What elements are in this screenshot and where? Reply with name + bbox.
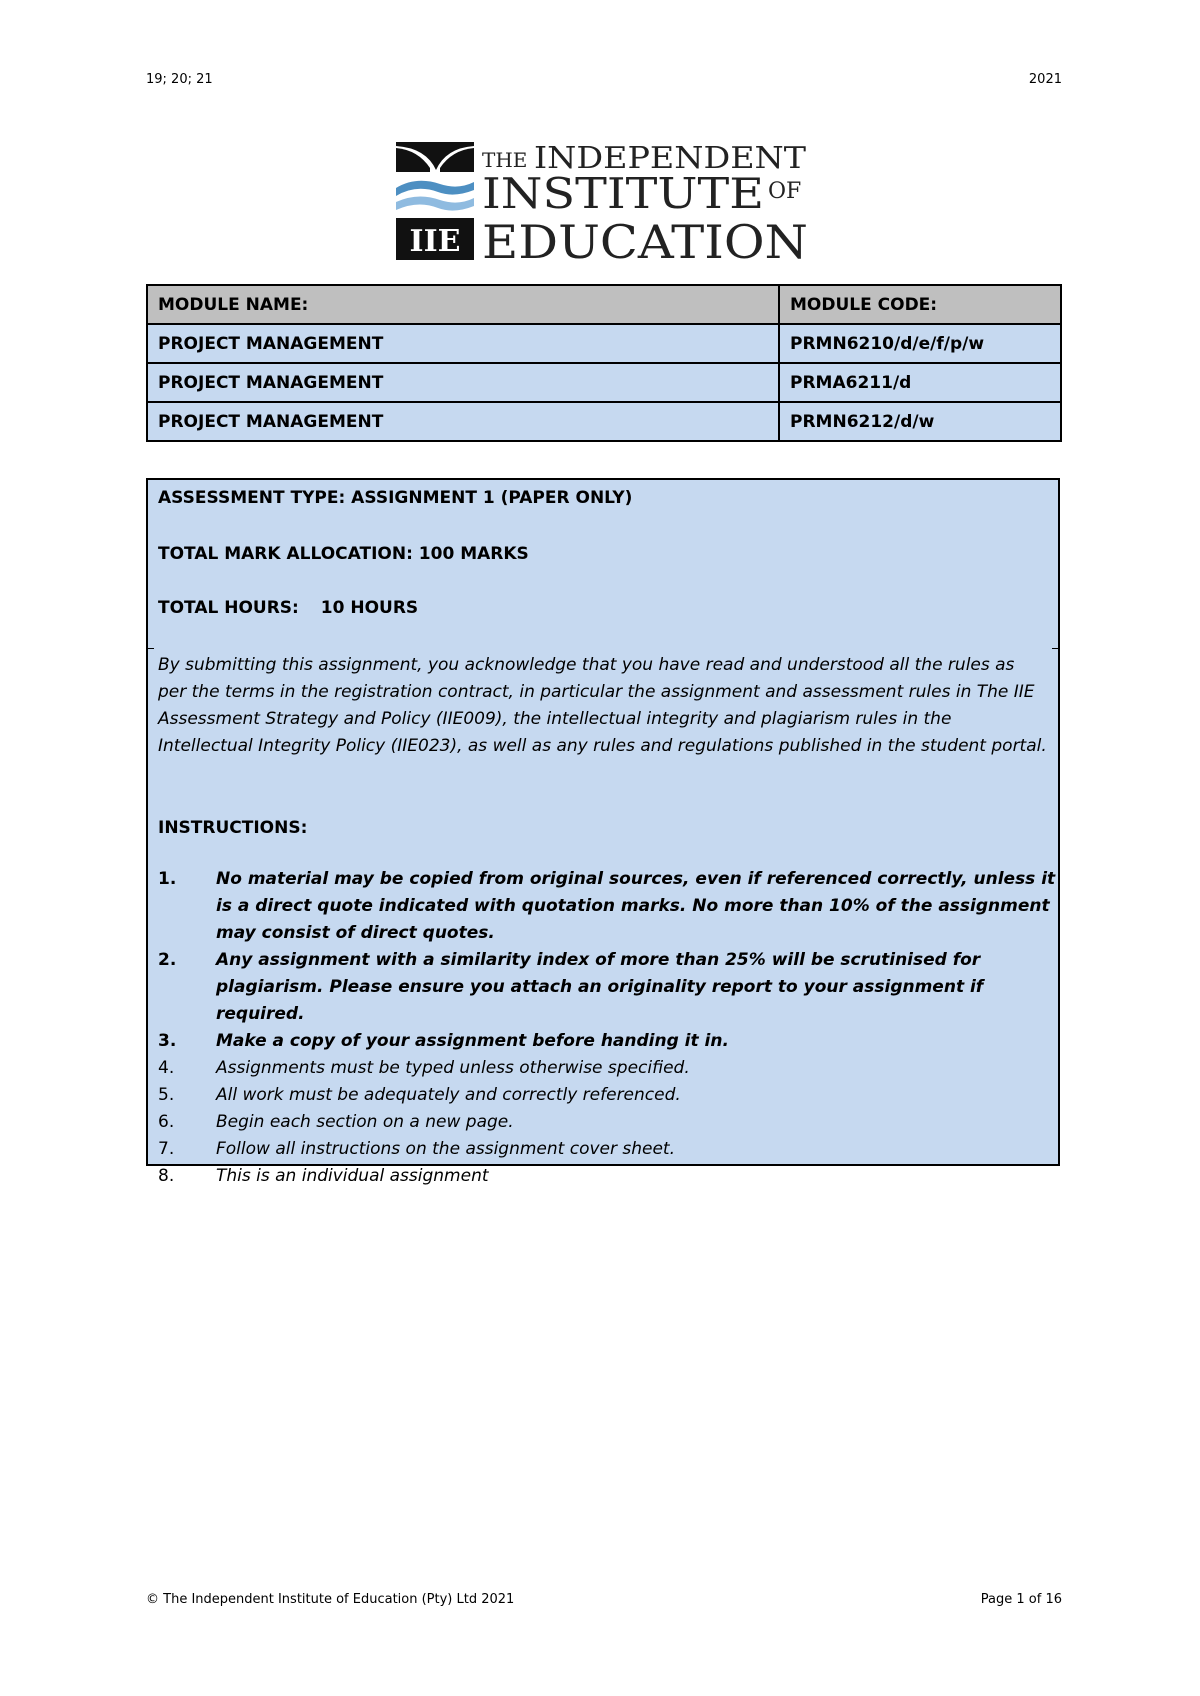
item-text: Follow all instructions on the assignment cover sheet. (216, 1139, 675, 1159)
logo-badge: IIE (409, 224, 461, 259)
item-number: 4. (158, 1058, 175, 1078)
table-row (147, 363, 1061, 402)
module-name-header: MODULE NAME: (147, 285, 779, 324)
instructions-heading: INSTRUCTIONS: (158, 818, 308, 838)
declaration-text: By submitting this assignment, you acknowledge that you have read and understood all the rules as per the terms in the registration contract, in particular the assignment and assessment rules in The IIE Assessment Strategy and Policy (IIE009), the intellectual integrity and plagiarism rules in the Intellectual Integrity Policy (IIE023), as well as any rules and regulations published in the student portal. (158, 655, 1047, 756)
assessment-type: ASSESSMENT TYPE: ASSIGNMENT 1 (PAPER ONLY) (158, 488, 633, 508)
module-code: PRMA6211/d (779, 363, 1061, 402)
item-number: 7. (158, 1139, 175, 1159)
module-code-header: MODULE CODE: (779, 285, 1061, 324)
module-table-header (147, 285, 1061, 324)
module-code: PRMN6212/d/w (779, 402, 1061, 441)
list-item (158, 866, 1058, 947)
logo-institute: INSTITUTE (482, 169, 764, 218)
header-left: 19; 20; 21 (146, 72, 213, 87)
list-item (158, 1163, 1058, 1190)
table-row (147, 324, 1061, 363)
divider-tick-left (146, 648, 154, 649)
total-hours-value: 10 HOURS (320, 598, 419, 618)
instructions-list (158, 866, 1058, 1190)
divider-tick-right (1052, 648, 1060, 649)
logo-independent: INDEPENDENT (534, 142, 806, 176)
item-number: 8. (158, 1166, 175, 1186)
table-row (147, 402, 1061, 441)
module-name: PROJECT MANAGEMENT (147, 363, 779, 402)
list-item (158, 1028, 1058, 1055)
list-item (158, 1082, 1058, 1109)
iie-logo (396, 142, 810, 260)
header-right: 2021 (1028, 72, 1062, 87)
list-item (158, 1136, 1058, 1163)
item-number: 1. (158, 869, 177, 889)
list-item (158, 1055, 1058, 1082)
module-name: PROJECT MANAGEMENT (147, 402, 779, 441)
item-number: 2. (158, 950, 177, 970)
logo-education: EDUCATION (482, 215, 808, 260)
item-text: Make a copy of your assignment before handing it in. (216, 1031, 729, 1051)
footer-copyright: © The Independent Institute of Education (Pty) Ltd 2021 (146, 1592, 515, 1607)
module-table (146, 284, 1062, 442)
module-code: PRMN6210/d/e/f/p/w (779, 324, 1061, 363)
logo-the: THE (482, 148, 528, 172)
item-text: Assignments must be typed unless otherwise specified. (216, 1058, 690, 1078)
module-name: PROJECT MANAGEMENT (147, 324, 779, 363)
item-text: Begin each section on a new page. (216, 1112, 514, 1132)
assessment-box (146, 478, 1060, 1186)
total-marks: TOTAL MARK ALLOCATION: 100 MARKS (158, 544, 529, 564)
total-hours-label: TOTAL HOURS: (158, 598, 299, 618)
total-hours (158, 598, 418, 618)
item-number: 6. (158, 1112, 175, 1132)
item-text: This is an individual assignment (216, 1166, 489, 1186)
list-item (158, 1109, 1058, 1136)
item-number: 3. (158, 1031, 177, 1051)
item-text: All work must be adequately and correctly referenced. (216, 1085, 681, 1105)
footer-page-number: Page 1 of 16 (980, 1592, 1062, 1607)
logo-of: OF (768, 179, 802, 204)
item-text: No material may be copied from original sources, even if referenced correctly, unless it is a direct quote indicated with quotation marks. No more than 10% of the assignment may consist of direct quotes. (216, 869, 1056, 943)
item-number: 5. (158, 1085, 175, 1105)
item-text: Any assignment with a similarity index of more than 25% will be scrutinised for plagiarism. Please ensure you attach an originality report to your assignment if required. (216, 950, 984, 1024)
list-item (158, 947, 1058, 1028)
